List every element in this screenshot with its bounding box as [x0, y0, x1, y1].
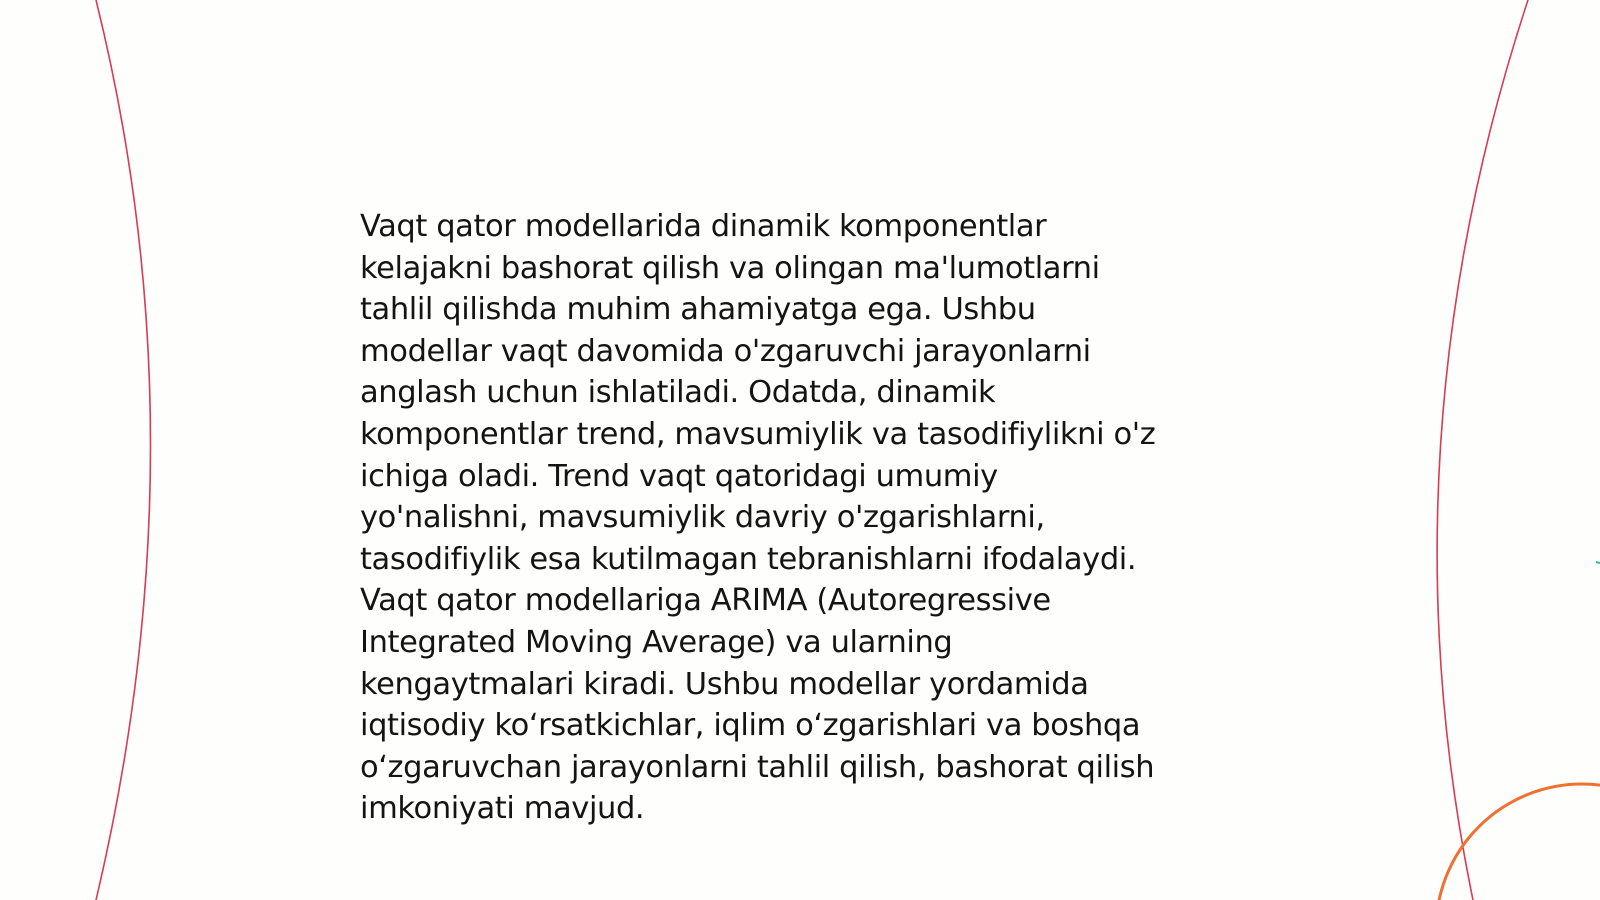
- body-line: anglash uchun ishlatiladi. Odatda, dinamik: [360, 375, 996, 411]
- body-line: imkoniyati mavjud.: [360, 791, 645, 827]
- orange-ring-decoration: [1436, 784, 1600, 900]
- body-line: oʻzgaruvchan jarayonlarni tahlil qilish, bashorat qilish: [360, 749, 1155, 785]
- body-line: Integrated Moving Average) va ularning: [360, 624, 953, 660]
- body-line: iqtisodiy koʻrsatkichlar, iqlim oʻzgarishlari va boshqa: [360, 708, 1141, 744]
- body-line: Vaqt qator modellarida dinamik komponentlar: [360, 209, 1047, 244]
- body-paragraph: [360, 206, 1240, 830]
- body-line: kelajakni bashorat qilish va olingan ma'lumotlarni: [360, 250, 1100, 286]
- left-arc-line: [96, 0, 151, 900]
- body-line: tasodifiylik esa kutilmagan tebranishlarni ifodalaydi.: [360, 541, 1137, 577]
- body-line: komponentlar trend, mavsumiylik va tasodifiylikni o'z: [360, 416, 1156, 452]
- right-arc-line: [1437, 0, 1528, 900]
- body-line: kengaytmalari kiradi. Ushbu modellar yordamida: [360, 666, 1089, 702]
- body-line: ichiga oladi. Trend vaqt qatoridagi umumiy: [360, 458, 998, 494]
- body-line: yo'nalishni, mavsumiylik davriy o'zgarishlarni,: [360, 500, 1045, 536]
- body-line: modellar vaqt davomida o'zgaruvchi jarayonlarni: [360, 333, 1091, 369]
- teal-accent-mark: [1596, 562, 1600, 563]
- body-line: Vaqt qator modellariga ARIMA (Autoregressive: [360, 583, 1051, 619]
- body-line: tahlil qilishda muhim ahamiyatga ega. Ushbu: [360, 292, 1036, 328]
